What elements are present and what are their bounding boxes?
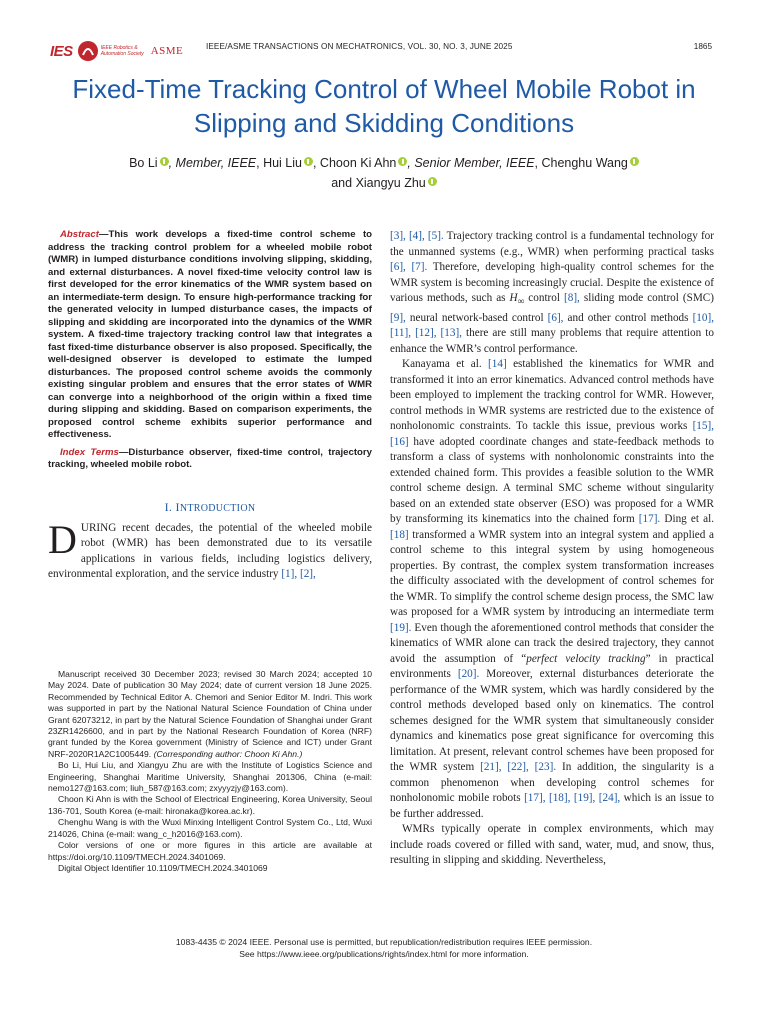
left-column [48, 229, 372, 583]
citation-link[interactable]: [17], [18], [19], [24], [524, 792, 621, 805]
author-name: and Xiangyu Zhu [331, 176, 426, 190]
citation-link[interactable]: [15], [16] [390, 420, 714, 448]
author-list [40, 153, 728, 193]
footnote-affiliation: Bo Li, Hui Liu, and Xiangyu Zhu are with the Institute of Logistics Science and Engineering, Shanghai Maritime University, Shanghai 201306, China (e-mail: nemo127@163.com; liuh_587@163.com; zxyyyzjy@163.com). [48, 760, 372, 794]
section-title-rest: NTRODUCTION [179, 502, 256, 514]
citation-link[interactable]: [10], [11], [12], [13], [390, 311, 714, 340]
page-header [50, 38, 712, 64]
citation-link[interactable]: [14] [488, 358, 507, 371]
drop-cap: D [48, 516, 77, 562]
section-title-first: I [175, 499, 180, 514]
author-affil-role: , Senior Member, IEEE [407, 156, 535, 170]
abstract: Abstract—This work develops a fixed-time control scheme to address the tracking control problem for a wheeled mobile robot (WMR) in lumped disturbance conditions involving slipping, skidding, and external disturbances. A novel fixed-time velocity control law is first developed for the error kinematics of the WMR system based on an intermediate-term design. To ensure high-performance tracking for the generated velocity in lumped disturbance cases, the impacts of slipping and skidding are incorporated into the dynamics of the WMR system. A fixed-time trajectory tracking control law that integrates a fast fixed-time disturbance observer is also proposed. Specifically, the well-designed observer is developed to estimate the lumped disturbances. The proposed control scheme avoids the commonly existing singular problem and ensures that the error states of WMR can converge into a neighborhood of the origin within a fixed time during slipping and skidding. Based on comparison experiments, the proposed control scheme exhibits superior performance and effectiveness. [48, 229, 372, 440]
index-terms-text: Disturbance observer, fixed-time control, trajectory tracking, wheeled mobile robot. [48, 446, 372, 470]
footnote-manuscript: Manuscript received 30 December 2023; revised 30 March 2024; accepted 10 May 2024. Date of publication 30 May 2024; date of current version 18 June 2025. Recommended by Technical Editor A. Chemori and Senior Editor M. Indri. This work was supported in part by the National Natural Science Foundation of China under Grant 62073212, in part by the Natural Science Foundation of Shanghai under Grant 23ZR1426600, and in part by the National Research Foundation of Korea (NRF) grant funded by the Korea government (Ministry of Science and ICT) under Grant NRF-2020R1A2C1005449. (Corresponding author: Choon Ki Ahn.) [48, 669, 372, 759]
page-number: 1865 [693, 42, 712, 51]
society-logos [50, 38, 183, 64]
author-name: , Choon Ki Ahn [312, 156, 397, 170]
paper-title: Fixed-Time Tracking Control of Wheel Mobile Robot in Slipping and Skidding Conditions [72, 74, 696, 138]
orcid-icon[interactable] [428, 177, 437, 186]
ies-logo: IES [50, 42, 73, 60]
section-number: I. [164, 499, 173, 514]
intro-text: recent decades, the potential of the wheeled mobile robot (WMR) has been demonstrated due to its versatile applications in various fields, including logistics delivery, environmental exploration, and the service industry [48, 521, 372, 580]
footnote [48, 669, 372, 874]
body-paragraph: [3], [4], [5]. Trajectory tracking control is a fundamental technology for the unmanned systems (e.g., WMR) when performing practical tasks [6], [7]. Therefore, developing high-quality control schemes for the WMR system is becoming increasingly crucial. Despite the existence of various methods, such as $H_\infty$ control [8], sliding mode control (SMC) [9], neural network-based control [6], and other control methods [10], [11], [12], [13], there are still many problems that require attention to enhance the WMR’s control performance. [390, 230, 715, 355]
citation-link[interactable]: [20]. [457, 668, 480, 681]
citation-link[interactable]: [8], [564, 292, 580, 304]
copyright-line: 1083-4435 © 2024 IEEE. Personal use is permitted, but republication/redistribution requires IEEE permission. [175, 937, 593, 947]
body-paragraph: Kanayama et al. [14] established the kinematics for WMR and transformed it into an error kinematics. Advanced control methods have been employed to implement the tracking control for WMR. However, control methods in WMR systems are restricted due to the existence of nonholonomic constraints. To tackle this issue, previous works [15], [16] have adopted coordinate changes and state-feedback methods to transform a class of systems with nonholonomic constraints into the extended chained form. This provides a feasible solution to the WMR control scheme design. A terminal SMC scheme without singularity based on an extended state observer (ESO) was proposed for a WMR by transforming its kinematics into the chained form [17]. Ding et al. [18] transformed a WMR system into an integral system and applied a control scheme to this integral system by using homogeneous properties. By contrast, the complex system transformation increases the difficulty associated with the development of control schemes for the WMR. To simplify the control scheme design process, the SMC law was proposed for a WMR system by introducing an intermediate term [19]. Even though the aforementioned control methods that consider the kinematics of WMR alone can track the desired trajectory, they cannot avoid the assumption of “perfect velocity tracking” in practical environments [20]. Moreover, external disturbances deteriorate the performance of the WMR system, which was hardly considered by the control methods developed based only on kinematics. The control schemes designed for the WMR system that simultaneously consider dynamics and kinematics pose great significance for overcoming this limitation. At present, relevant control schemes have been proposed for the WMR system [21], [22], [23]. In addition, the singularity is a common phenomenon when developing control schemes for nonholonomic mobile robots [17], [18], [19], [24], which is an issue to be further addressed. [390, 358, 715, 820]
author-name: Bo Li [129, 156, 158, 170]
orcid-icon[interactable] [160, 157, 169, 166]
footnote-affiliation: Chenghu Wang is with the Wuxi Minxing Intelligent Control System Co., Ltd, Wuxi 214026, China (e-mail: wang_c_h2016@163.com). [48, 817, 372, 839]
copyright-notice [40, 937, 728, 960]
intro-paragraph [48, 516, 372, 583]
citation-link[interactable]: [3], [4], [5]. [390, 230, 444, 242]
citation-link[interactable]: [17]. [638, 513, 661, 526]
citation-link[interactable]: [21], [22], [23]. [480, 761, 557, 774]
right-column [390, 229, 714, 869]
citation-link[interactable]: [6], [547, 311, 564, 324]
author-affil-role: , Member, IEEE [168, 156, 257, 170]
orcid-icon[interactable] [630, 157, 639, 166]
orcid-icon[interactable] [304, 157, 313, 166]
rights-link[interactable]: See https://www.ieee.org/publications/rights/index.html for more information. [239, 948, 529, 959]
citation-link[interactable]: [6], [7]. [390, 261, 428, 273]
index-terms-label: Index Terms [60, 446, 119, 458]
index-terms: Index Terms—Disturbance observer, fixed-time control, trajectory tracking, wheeled mobile robot. [48, 446, 372, 470]
author-name: , Hui Liu [256, 156, 302, 170]
citation-link[interactable]: [1], [2], [281, 568, 316, 580]
asme-logo: ASME [150, 45, 184, 57]
citation-link[interactable]: [19]. [390, 621, 412, 634]
author-name: , Chenghu Wang [534, 156, 628, 170]
footnote-color: Color versions of one or more figures in this article are available at https://doi.org/10.1109/TMECH.2024.3401069. [48, 840, 372, 862]
footnote-affiliation: Choon Ki Ahn is with the School of Electrical Engineering, Korea University, Seoul 136-701, South Korea (e-mail: hironaka@korea.ac.kr). [48, 794, 372, 816]
abstract-text: This work develops a fixed-time control scheme to address the tracking control problem for a wheeled mobile robot (WMR) in lumped disturbance conditions involving slipping, skidding, and external disturbances. A novel fixed-time velocity control law is first developed for the error kinematics of the WMR system based on an intermediate-term design. To ensure high-performance tracking for the generated velocity in lumped disturbance cases, the impacts of slipping and skidding are incorporated into the dynamics of the WMR system. A fixed-time trajectory tracking control law that integrates a fast fixed-time disturbance observer is also proposed. Specifically, the well-designed observer is developed to estimate the lumped disturbances. The proposed control scheme avoids the commonly existing singular problem and ensures that the error states of WMR can converge into a neighborhood of the origin within a fixed time during slipping and skidding. Based on comparison experiments, the proposed control scheme exhibits superior performance and effectiveness. [48, 229, 372, 440]
journal-header: IEEE/ASME TRANSACTIONS ON MECHATRONICS, VOL. 30, NO. 3, JUNE 2025 [206, 42, 513, 51]
citation-link[interactable]: [18] [390, 528, 409, 541]
section-heading [48, 500, 372, 515]
intro-lead: URING [80, 521, 117, 534]
ras-logo-text: IEEE Robotics & Automation Society [100, 45, 144, 57]
footnote-doi: Digital Object Identifier 10.1109/TMECH.2024.3401069 [58, 862, 268, 873]
body-paragraph: WMRs typically operate in complex environments, which may include roads covered or filled with sand, water, mud, and snow, thus, resulting in slipping and skidding. Nevertheless, [390, 823, 714, 867]
citation-link[interactable]: [9], [390, 311, 406, 324]
abstract-label: Abstract [60, 229, 99, 240]
ras-logo-icon [77, 40, 99, 62]
